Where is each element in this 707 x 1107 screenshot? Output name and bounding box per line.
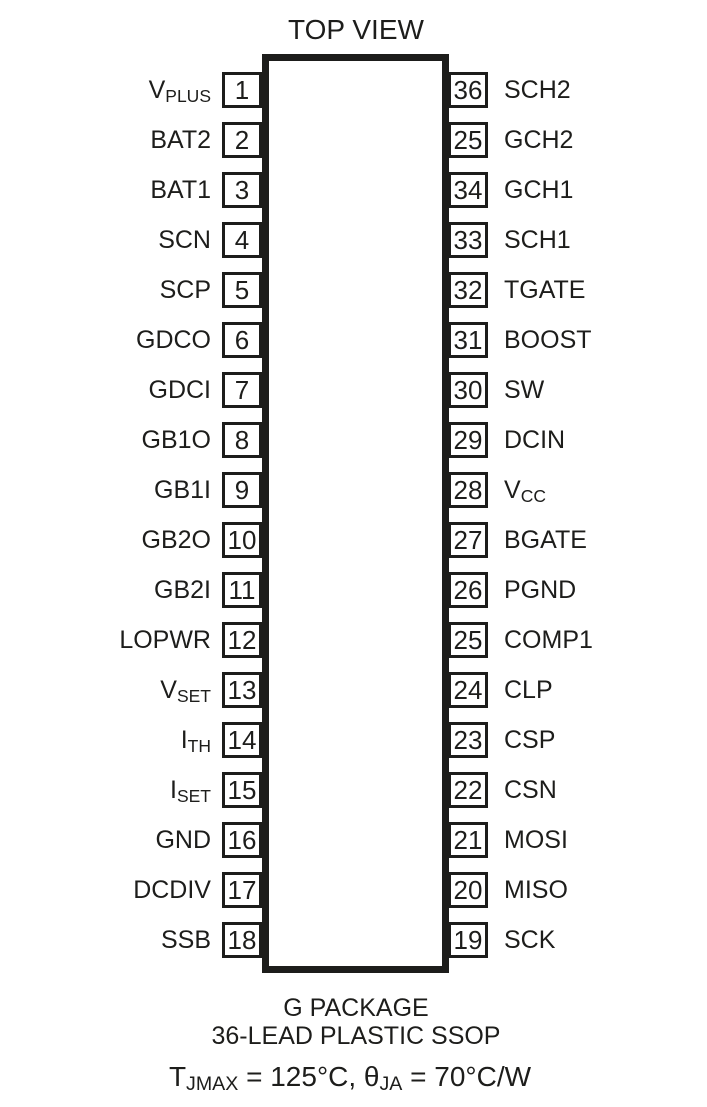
pin-label-subscript: TH	[187, 735, 211, 756]
pin-label: MOSI	[504, 826, 568, 854]
pin-label: GND	[155, 826, 211, 854]
pin-label-subscript: PLUS	[165, 85, 211, 106]
pin-number-box: 20	[448, 872, 488, 908]
pin-number-box: 1	[222, 72, 262, 108]
pin-number-box: 23	[448, 722, 488, 758]
pin-label: $V_{CC}$	[504, 476, 546, 506]
pin-number-box: 25	[448, 122, 488, 158]
pin-number-box: 24	[448, 672, 488, 708]
pin-row-right-9	[0, 472, 707, 509]
pin-label: DCDIV	[133, 876, 211, 904]
pin-label: $V_{SET}$	[160, 676, 211, 706]
pin-row-right-8	[0, 422, 707, 459]
pin-label: BAT2	[150, 126, 211, 154]
pin-label: SCH1	[504, 226, 571, 254]
pin-number-box: 4	[222, 222, 262, 258]
pin-number-box: 26	[448, 572, 488, 608]
thermal-note: $T_{JMAX} = 125^\circ C$, $\theta_{JA} = 70^\circ C/W$	[168, 1061, 532, 1095]
pin-label: PGND	[504, 576, 577, 604]
pin-label: MISO	[504, 876, 568, 904]
pin-number-box: 31	[448, 322, 488, 358]
pin-label: CLP	[504, 676, 553, 704]
pin-number-box: 18	[222, 922, 262, 958]
pin-number-box: 13	[222, 672, 262, 708]
pin-number-box: 19	[448, 922, 488, 958]
pin-label: $I_{TH}$	[180, 726, 211, 756]
pin-label: TGATE	[504, 276, 586, 304]
pin-number-box: 16	[222, 822, 262, 858]
pin-label: COMP1	[504, 626, 593, 654]
pin-label-subscript: CC	[520, 485, 546, 506]
pin-label: LOPWR	[119, 626, 211, 654]
pin-label: GDCO	[136, 326, 211, 354]
pin-number-box: 21	[448, 822, 488, 858]
pin-row-right-10	[0, 522, 707, 559]
pin-number-box: 29	[448, 422, 488, 458]
pin-number-box: 25	[448, 622, 488, 658]
pin-label: GDCI	[148, 376, 211, 404]
pin-number-box: 36	[448, 72, 488, 108]
pin-label: SW	[504, 376, 545, 404]
pin-row-right-2	[0, 122, 707, 159]
pin-label: GCH1	[504, 176, 574, 204]
pin-number-box: 32	[448, 272, 488, 308]
pin-number-box: 17	[222, 872, 262, 908]
pin-label: SCK	[504, 926, 556, 954]
pin-label: BGATE	[504, 526, 587, 554]
thermal-subscript: JMAX	[186, 1072, 239, 1095]
pin-number-box: 6	[222, 322, 262, 358]
pin-label-subscript: SET	[176, 785, 211, 806]
pin-row-right-5	[0, 272, 707, 309]
pin-label: BOOST	[504, 326, 592, 354]
pin-number-box: 28	[448, 472, 488, 508]
pin-row-right-11	[0, 572, 707, 609]
thermal-subscript: JA	[379, 1072, 403, 1095]
diagram-title: TOP VIEW	[288, 14, 424, 45]
pin-label: DCIN	[504, 426, 566, 454]
pin-label-subscript: SET	[176, 685, 211, 706]
pin-number-box: 33	[448, 222, 488, 258]
pin-number-box: 10	[222, 522, 262, 558]
pin-number-box: 27	[448, 522, 488, 558]
pin-label: CSP	[504, 726, 556, 754]
pin-number-box: 12	[222, 622, 262, 658]
pin-row-right-14	[0, 722, 707, 759]
pin-label: BAT1	[150, 176, 211, 204]
pin-label: $V_{PLUS}$	[148, 76, 211, 106]
pin-row-right-17	[0, 872, 707, 909]
pin-row-right-15	[0, 772, 707, 809]
pin-row-right-7	[0, 372, 707, 409]
pin-row-right-18	[0, 922, 707, 959]
pin-number-box: 34	[448, 172, 488, 208]
pin-label: SCP	[159, 276, 211, 304]
pin-number-box: 7	[222, 372, 262, 408]
pin-label: CSN	[504, 776, 557, 804]
pin-row-right-6	[0, 322, 707, 359]
pin-label: GB1I	[154, 476, 211, 504]
pin-number-box: 8	[222, 422, 262, 458]
pin-row-right-16	[0, 822, 707, 859]
pin-row-right-12	[0, 622, 707, 659]
pin-number-box: 2	[222, 122, 262, 158]
pin-label: $I_{SET}$	[170, 776, 211, 806]
pin-label: GB1O	[141, 426, 211, 454]
pin-label: GB2O	[141, 526, 211, 554]
pin-number-box: 11	[222, 572, 262, 608]
pin-row-right-1	[0, 72, 707, 109]
pin-label: SCH2	[504, 76, 571, 104]
pin-label: GB2I	[154, 576, 211, 604]
pin-number-box: 15	[222, 772, 262, 808]
pin-row-right-13	[0, 672, 707, 709]
pin-label: SSB	[160, 926, 211, 954]
pin-number-box: 5	[222, 272, 262, 308]
pin-number-box: 22	[448, 772, 488, 808]
package-caption-line1: G PACKAGE	[283, 994, 429, 1022]
pin-label: SCN	[158, 226, 211, 254]
pin-number-box: 30	[448, 372, 488, 408]
pin-label: GCH2	[504, 126, 574, 154]
pin-row-right-3	[0, 172, 707, 209]
pin-number-box: 9	[222, 472, 262, 508]
pin-number-box: 3	[222, 172, 262, 208]
pin-row-right-4	[0, 222, 707, 259]
pin-number-box: 14	[222, 722, 262, 758]
package-caption-line2: 36-LEAD PLASTIC SSOP	[211, 1022, 501, 1050]
